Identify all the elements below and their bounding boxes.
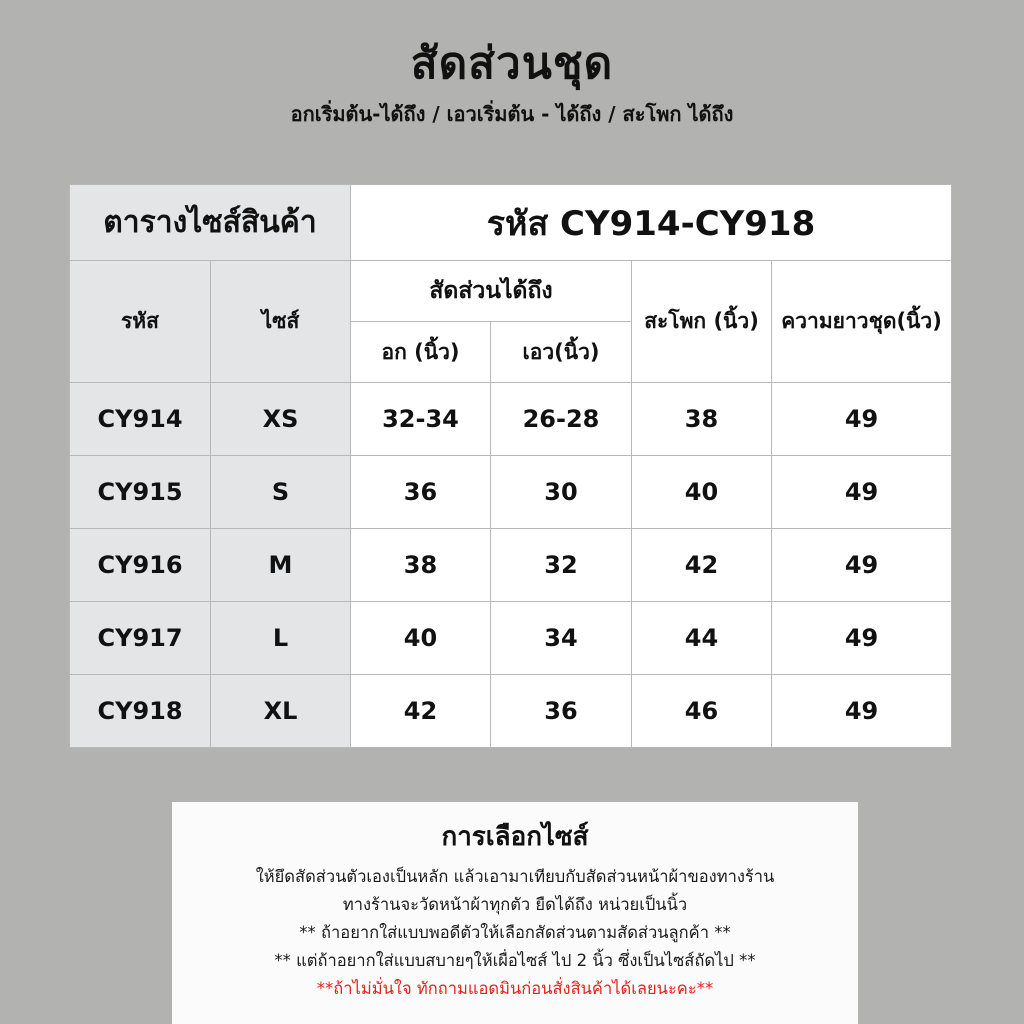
cell-chest: 38 bbox=[351, 529, 491, 602]
cell-chest: 32-34 bbox=[351, 383, 491, 456]
cell-chest: 36 bbox=[351, 456, 491, 529]
cell-size: XS bbox=[211, 383, 351, 456]
cell-code: CY916 bbox=[70, 529, 211, 602]
cell-length: 49 bbox=[772, 383, 952, 456]
cell-waist: 32 bbox=[491, 529, 632, 602]
cell-code: CY914 bbox=[70, 383, 211, 456]
cell-chest: 42 bbox=[351, 675, 491, 748]
cell-size: M bbox=[211, 529, 351, 602]
cell-hip: 44 bbox=[632, 602, 772, 675]
table-title: ตารางไซส์สินค้า bbox=[70, 185, 351, 261]
notes-line: ** ถ้าอยากใส่แบบพอดีตัวให้เลือกสัดส่วนตามสัดส่วนลูกค้า ** bbox=[299, 923, 731, 942]
column-header-waist: เอว(นิ้ว) bbox=[491, 322, 632, 383]
notes-warning: **ถ้าไม่มั่นใจ ทักถามแอดมินก่อนสั่งสินค้าได้เลยนะคะ** bbox=[316, 979, 714, 998]
cell-waist: 30 bbox=[491, 456, 632, 529]
table-row bbox=[70, 529, 952, 602]
notes-line: ** แต่ถ้าอยากใส่แบบสบายๆให้เผื่อไซส์ ไป 2 นิ้ว ซึ่งเป็นไซส์ถัดไป ** bbox=[274, 951, 756, 970]
page-title: สัดส่วนชุด bbox=[410, 38, 614, 89]
cell-waist: 26-28 bbox=[491, 383, 632, 456]
size-guide-notes bbox=[172, 802, 858, 1024]
cell-length: 49 bbox=[772, 602, 952, 675]
cell-code: CY915 bbox=[70, 456, 211, 529]
cell-size: XL bbox=[211, 675, 351, 748]
column-header-length: ความยาวชุด(นิ้ว) bbox=[772, 261, 952, 383]
notes-line: ทางร้านจะวัดหน้าผ้าทุกตัว ยืดได้ถึง หน่วยเป็นนิ้ว bbox=[342, 895, 688, 914]
table-row bbox=[70, 456, 952, 529]
cell-code: CY918 bbox=[70, 675, 211, 748]
column-header-chest: อก (นิ้ว) bbox=[351, 322, 491, 383]
cell-length: 49 bbox=[772, 456, 952, 529]
cell-chest: 40 bbox=[351, 602, 491, 675]
column-header-size: ไซส์ bbox=[211, 261, 351, 383]
cell-hip: 40 bbox=[632, 456, 772, 529]
notes-line: ให้ยึดสัดส่วนตัวเองเป็นหลัก แล้วเอามาเทียบกับสัดส่วนหน้าผ้าของทางร้าน bbox=[255, 867, 775, 886]
table-row bbox=[70, 602, 952, 675]
column-header-row bbox=[70, 261, 952, 322]
table-header-row bbox=[70, 185, 952, 261]
cell-length: 49 bbox=[772, 675, 952, 748]
cell-length: 49 bbox=[772, 529, 952, 602]
column-header-code: รหัส bbox=[70, 261, 211, 383]
product-code-range: รหัส CY914-CY918 bbox=[351, 185, 952, 261]
page-subtitle: อกเริ่มต้น-ได้ถึง / เอวเริ่มต้น - ได้ถึง / สะโพก ได้ถึง bbox=[290, 102, 734, 126]
table-row bbox=[70, 383, 952, 456]
column-header-hip: สะโพก (นิ้ว) bbox=[632, 261, 772, 383]
cell-size: L bbox=[211, 602, 351, 675]
size-table bbox=[69, 184, 952, 748]
cell-hip: 38 bbox=[632, 383, 772, 456]
column-group-measurements: สัดส่วนได้ถึง bbox=[351, 261, 632, 322]
cell-waist: 34 bbox=[491, 602, 632, 675]
cell-hip: 42 bbox=[632, 529, 772, 602]
notes-heading: การเลือกไซส์ bbox=[441, 822, 589, 852]
cell-hip: 46 bbox=[632, 675, 772, 748]
cell-code: CY917 bbox=[70, 602, 211, 675]
cell-waist: 36 bbox=[491, 675, 632, 748]
table-row bbox=[70, 675, 952, 748]
cell-size: S bbox=[211, 456, 351, 529]
